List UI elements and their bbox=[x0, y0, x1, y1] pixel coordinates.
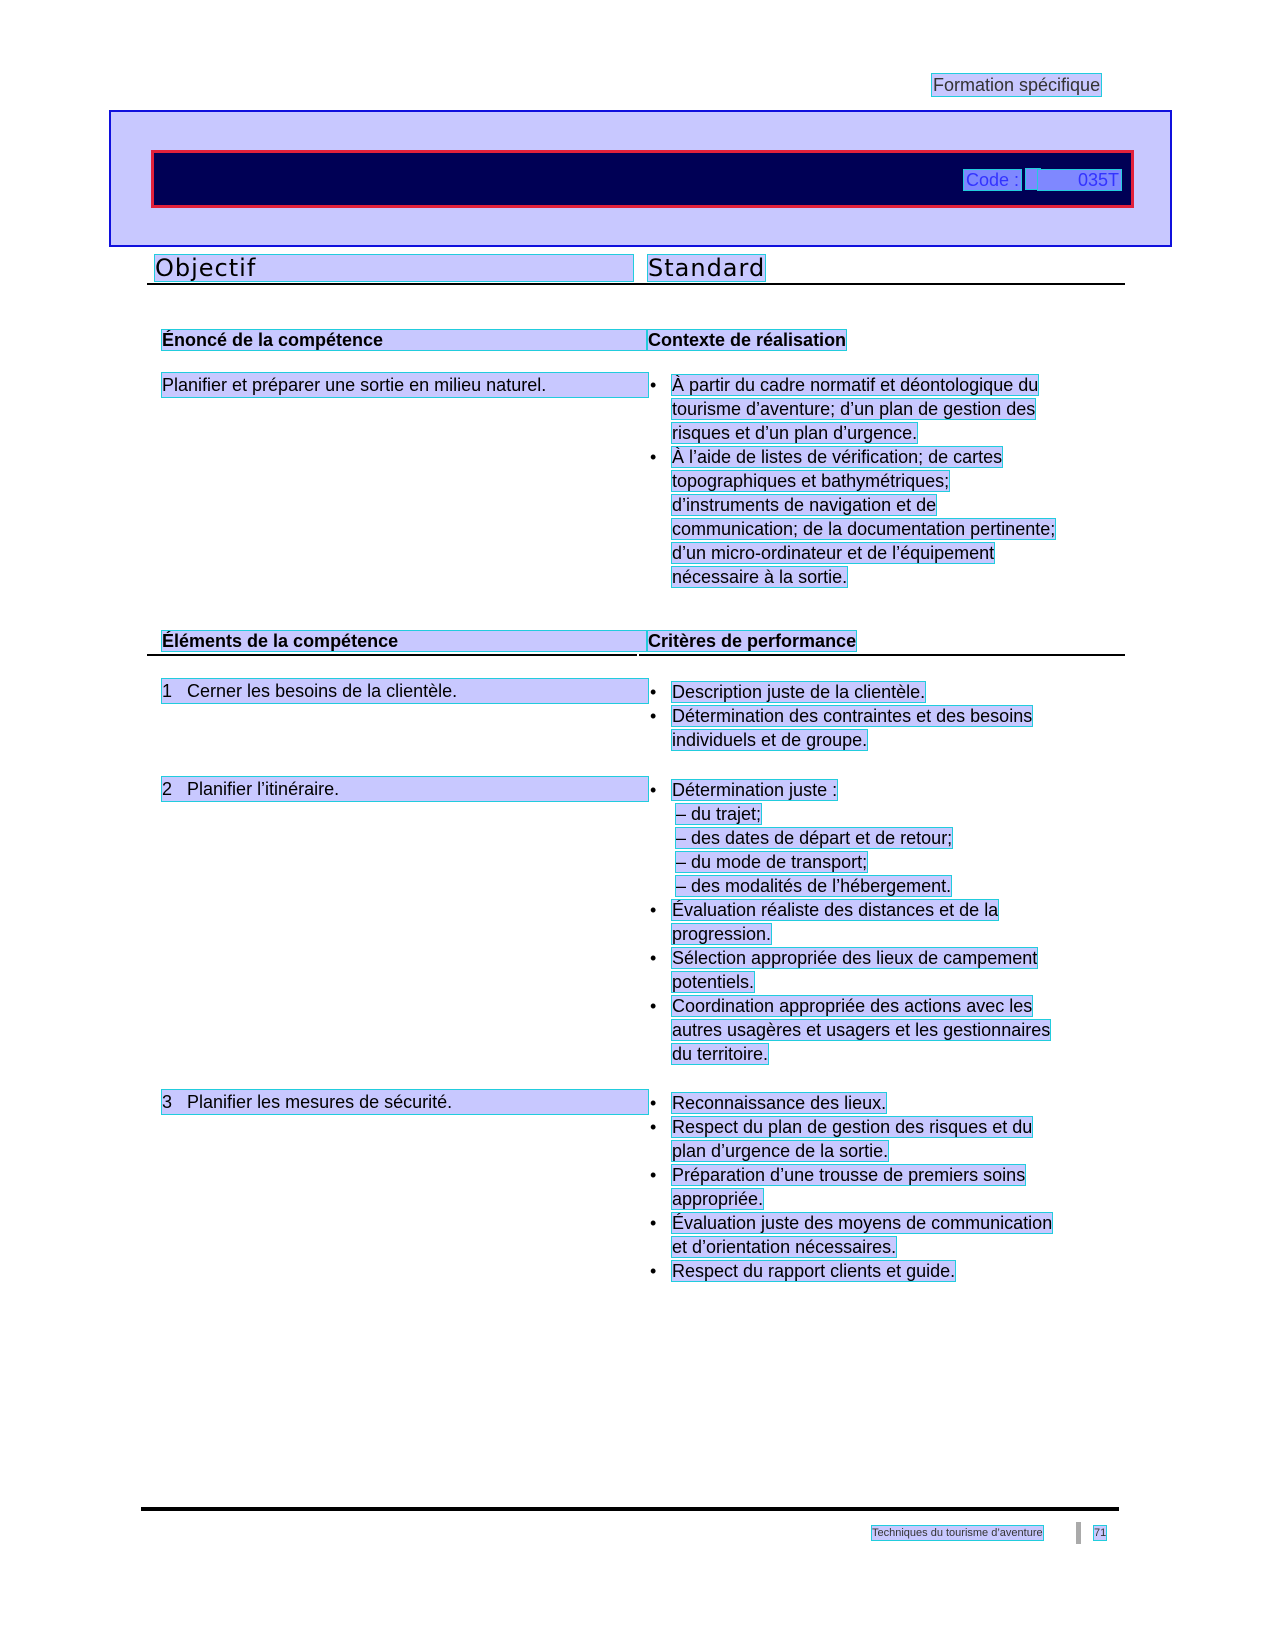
list-item: • À partir du cadre normatif et déontologique du tourisme d’aventure; d’un plan de gestion des risques et d’un plan d’urgence. bbox=[650, 375, 1039, 443]
element-number: 2 bbox=[162, 779, 173, 799]
list-item: • Évaluation réaliste des distances et de la progression. bbox=[650, 900, 999, 944]
list-item: • Détermination des contraintes et des besoins individuels et de groupe. bbox=[650, 706, 1033, 750]
contexte-list bbox=[648, 373, 1128, 589]
element-label: Planifier les mesures de sécurité. bbox=[187, 1092, 453, 1112]
footer-program: Techniques du tourisme d’aventure bbox=[872, 1527, 1043, 1539]
criteres-heading: Critères de performance bbox=[648, 631, 857, 651]
elements-heading: Éléments de la compétence bbox=[162, 631, 646, 651]
bullet-icon: • bbox=[650, 375, 657, 395]
program-type-label: Formation spécifique bbox=[933, 75, 1101, 95]
column-heading-rule bbox=[147, 283, 1125, 285]
bullet-icon: • bbox=[650, 948, 657, 968]
enonce-heading: Énoncé de la compétence bbox=[162, 330, 646, 350]
banner-dark-panel bbox=[151, 150, 1134, 208]
element-row-3 bbox=[162, 1090, 648, 1114]
list-item: • Évaluation juste des moyens de communication et d’orientation nécessaires. bbox=[650, 1213, 1053, 1257]
list-item: • Respect du rapport clients et guide. bbox=[650, 1261, 956, 1281]
bullet-icon: • bbox=[650, 1213, 657, 1233]
bullet-icon: • bbox=[650, 900, 657, 920]
element-row-1 bbox=[162, 679, 648, 703]
bullet-icon: • bbox=[650, 1093, 657, 1113]
list-item: • Sélection appropriée des lieux de campement potentiels. bbox=[650, 948, 1038, 992]
bullet-icon: • bbox=[650, 780, 657, 800]
elements-rule-left bbox=[147, 654, 637, 656]
list-item: • Coordination appropriée des actions avec les autres usagères et usagers et les gestionnaires du territoire. bbox=[650, 996, 1051, 1064]
bullet-icon: • bbox=[650, 1117, 657, 1137]
element-number: 3 bbox=[162, 1092, 173, 1112]
list-item: • Détermination juste : – du trajet; – des dates de départ et de retour; – du mode de transport; – des modalités de l’hébergement. bbox=[650, 780, 953, 896]
elements-rule-right bbox=[639, 654, 1125, 656]
list-item: • Description juste de la clientèle. bbox=[650, 682, 926, 702]
list-item: • Reconnaissance des lieux. bbox=[650, 1093, 887, 1113]
element-number: 1 bbox=[162, 681, 173, 701]
criteria-list-2 bbox=[648, 778, 1128, 1066]
column-heading-objective: Objectif bbox=[155, 255, 633, 281]
criteria-list-1 bbox=[648, 680, 1128, 752]
enonce-text: Planifier et préparer une sortie en milieu naturel. bbox=[162, 373, 648, 397]
bullet-icon: • bbox=[650, 682, 657, 702]
page-number: 71 bbox=[1094, 1527, 1107, 1539]
element-label: Cerner les besoins de la clientèle. bbox=[187, 681, 458, 701]
list-item: • Respect du plan de gestion des risques et du plan d’urgence de la sortie. bbox=[650, 1117, 1033, 1161]
contexte-heading: Contexte de réalisation bbox=[648, 330, 847, 350]
bullet-icon: • bbox=[650, 1261, 657, 1281]
competency-banner bbox=[109, 110, 1172, 247]
column-heading-standard: Standard bbox=[648, 254, 766, 282]
bullet-icon: • bbox=[650, 447, 657, 467]
footer-separator bbox=[1076, 1522, 1081, 1544]
element-row-2 bbox=[162, 777, 648, 801]
list-item: • À l’aide de listes de vérification; de cartes topographiques et bathymétriques; d’instruments de navigation et de communication; de la documentation pertinente; d’un micro-ordinateur et de l’équipement nécessaire à la sortie. bbox=[650, 447, 1056, 587]
code-label: Code : bbox=[965, 170, 1019, 190]
bullet-icon: • bbox=[650, 1165, 657, 1185]
bullet-icon: • bbox=[650, 706, 657, 726]
code-value: 035T bbox=[1038, 170, 1121, 190]
footer-rule bbox=[141, 1507, 1119, 1511]
bullet-icon: • bbox=[650, 996, 657, 1016]
list-item: • Préparation d’une trousse de premiers soins appropriée. bbox=[650, 1165, 1026, 1209]
element-label: Planifier l’itinéraire. bbox=[187, 779, 340, 799]
criteria-list-3 bbox=[648, 1091, 1128, 1283]
